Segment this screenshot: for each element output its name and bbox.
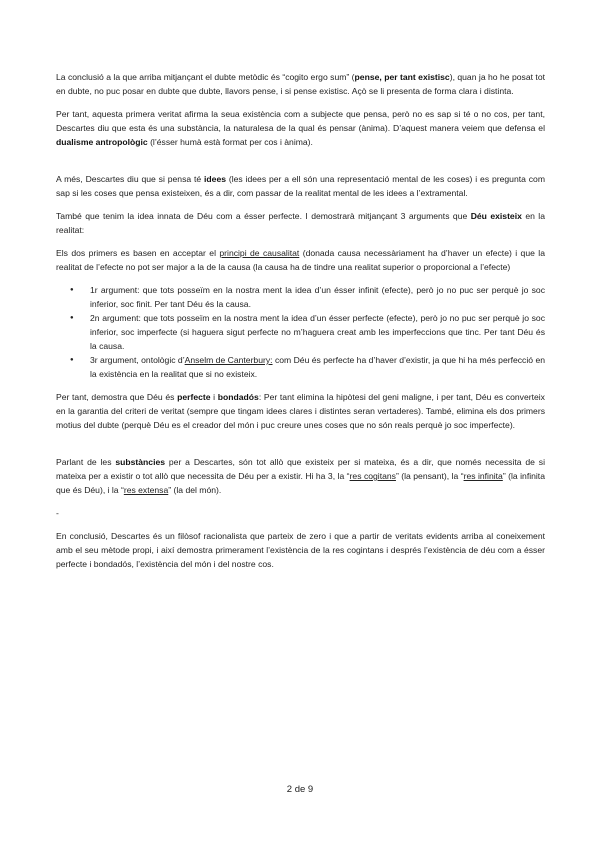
bold-pense: pense, per tant existisc [354,72,450,82]
paragraph-dualisme: Per tant, aquesta primera veritat afirma la seua existència com a subjecte que pensa, però no es sap si té o no cos, per tant, Descartes diu que esta és una substància, la naturalesa de la qual és pensar (ànima). D’aquest manera veiem que defensa el dualisme antropològic (l’ésser humà està format per cos i ànima). [56,109,545,147]
underlined-principi-causalitat: principi de causalitat [219,248,300,258]
list-item: ● 1r argument: que tots posseïm en la nostra ment la idea d’un ésser infinit (efecte), però jo no puc ser perquè jo soc inferior, soc finit. Per tant Déu és la causa. [90,283,545,311]
dash-separator: - [56,508,59,518]
spacer [56,441,545,455]
list-item: ● 2n argument: que tots posseïm en la nostra ment la idea d’un ésser perfecte (efecte), però jo no puc ser perquè jo soc inferior, soc imperfecte (si haguera sigut perfecte no m’haguera creat amb les imperfeccions que tinc. Per tant Déu és la causa. [90,311,545,353]
bold-deu-existeix: Déu existeix [470,211,522,221]
bold-perfecte: perfecte [177,392,211,402]
paragraph-idees: A més, Descartes diu que si pensa té idees (les idees per a ell són una representació mental de les coses) i es pregunta com sap si les coses que pensa existeixen, és a dir, com passar de la realitat mental de les idees a l’extramental. [56,174,545,198]
paragraph-perfecte-bondados: Per tant, demostra que Déu és perfecte i bondadós: Per tant elimina la hipòtesi del geni maligne, i per tant, Déu es converteix en la garantia del criteri de veritat (sempre que tingam idees clares i distintes seran vertaderes). També, elimina els dos primers motius del dubte (perquè Déu es el creador del món i puc creure unes coses que no són reals perquè jo soc imperfecte). [56,392,545,430]
list-item: ● 3r argument, ontològic d’Anselm de Canterbury: com Déu és perfecte ha d’haver d’existir, ja que hi ha més perfecció en la existència en la realitat que si no existeix. [90,353,545,381]
bold-substancies: substàncies [115,457,166,467]
underlined-anselm: Anselm de Canterbury: [184,355,273,365]
paragraph-substancies: Parlant de les substàncies per a Descartes, són tot allò que existeix per si mateixa, és a dir, que només necessita de si mateixa per a existir o tot allò que necessita de Déu per a existir. Hi ha 3, la “res cogitans” (la pensant), la “res infinita” (la infinita que és Déu), i la “res extensa” (la del món). [56,457,546,495]
bold-dualisme: dualisme antropològic [56,137,148,147]
bold-idees: idees [204,174,227,184]
underlined-res-infinita: res infinita [463,471,503,481]
page-body [56,70,545,580]
bold-bondados: bondadós [217,392,259,402]
paragraph-cogito: La conclusió a la que arriba mitjançant el dubte metòdic és “cogito ergo sum” (pense, per tant existisc), quan ja ho he posat tot en dubte, no puc posar en dubte que dubte, llavors pense, i si pense existisc. Açò se li presenta de forma clara i distinta. [56,72,545,96]
underlined-res-extensa: res extensa [123,485,169,495]
arguments-list [56,283,545,381]
paragraph-deu-existeix: També que tenim la idea innata de Déu com a ésser perfecte. I demostrarà mitjançant 3 arguments que Déu existeix en la realitat: [56,211,545,235]
spacer [56,158,545,172]
page-number: 2 de 9 [286,784,314,795]
underlined-res-cogitans: res cogitans [349,471,396,481]
paragraph-conclusio: En conclusió, Descartes és un filòsof racionalista que parteix de zero i que a partir de veritats evidents arriba al coneixement amb el seu mètode propi, i així demostra primerament l’existència de la res cogintans i després l’existència de déu com a ésser perfecte i bondadós, l’existència del món i del nostre cos. [56,531,545,569]
paragraph-causalitat: Els dos primers es basen en acceptar el principi de causalitat (donada causa necessàriament ha d’haver un efecte) i que la realitat de l’efecte no pot ser major a la de la causa (la causa ha de tindre una realitat superior o proporcional a l’efecte) [56,248,545,272]
